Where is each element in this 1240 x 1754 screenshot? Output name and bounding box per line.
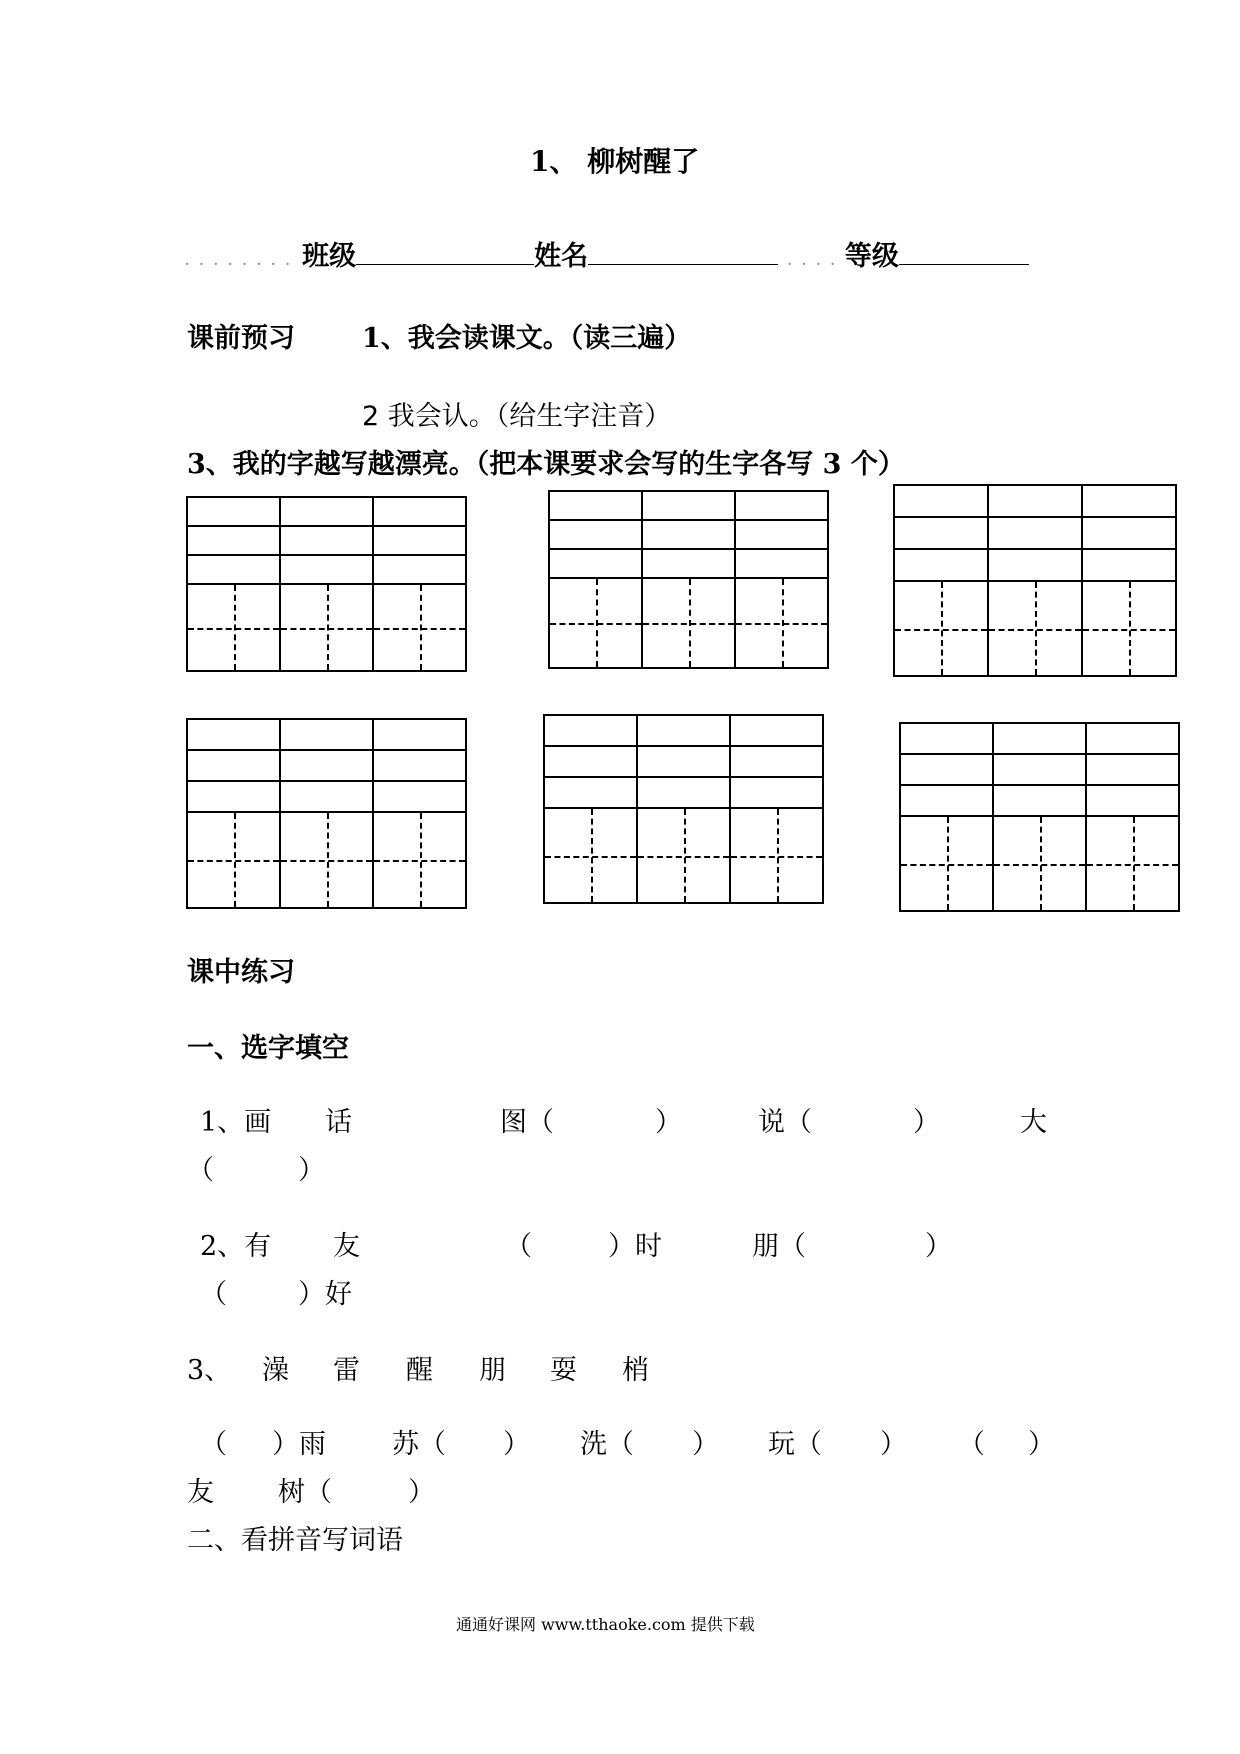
writing-cell[interactable] — [1081, 484, 1177, 677]
writing-grid — [186, 718, 465, 909]
writing-grid — [893, 484, 1175, 677]
pinyin-line — [638, 745, 729, 747]
tianzige-center-vertical — [941, 582, 943, 675]
q1-b-end: ） — [913, 1107, 940, 1138]
q2-c-end: ）好 — [298, 1279, 352, 1310]
tianzige-center-vertical — [1133, 817, 1135, 910]
writing-cell[interactable] — [186, 496, 281, 672]
tianzige-center-vertical — [947, 817, 949, 910]
pinyin-line — [1083, 516, 1175, 518]
q2-c: （ — [200, 1279, 227, 1310]
pinyin-line — [1083, 548, 1175, 550]
preview-item-2: 2 我会认。（给生字注音） — [362, 401, 672, 432]
q2-label: 2、有 — [200, 1231, 272, 1262]
tianzige-center-vertical — [684, 809, 686, 902]
q3-char: 雷 — [333, 1355, 360, 1386]
pinyin-line — [731, 776, 822, 778]
pinyin-line — [643, 548, 734, 550]
q3-line2-b-end: ） — [408, 1477, 435, 1508]
writing-cell[interactable] — [548, 490, 643, 669]
writing-cell[interactable] — [893, 484, 989, 677]
q3-line2-b: 树（ — [278, 1477, 332, 1508]
pinyin-line — [188, 554, 279, 556]
q2-b: 朋（ — [752, 1231, 806, 1262]
page-title: 1、 柳树醒了 — [530, 145, 700, 178]
pinyin-line — [994, 753, 1085, 755]
q1-a: 图（ — [500, 1107, 554, 1138]
class-label: 班级 — [302, 241, 357, 272]
q3-blank-post: ） — [503, 1429, 530, 1460]
pinyin-line — [281, 525, 372, 527]
q3-char: 耍 — [550, 1355, 577, 1386]
pinyin-line — [374, 525, 465, 527]
pinyin-line — [550, 548, 641, 550]
pinyin-line — [638, 776, 729, 778]
tianzige-center-vertical — [591, 809, 593, 902]
preview-item-3: 3、我的字越写越漂亮。（把本课要求会写的生字各写 3 个） — [187, 449, 905, 480]
q1-c-next-end: ） — [298, 1155, 325, 1186]
q3-blank-pre: （ — [200, 1429, 227, 1460]
writing-cell[interactable] — [992, 722, 1087, 912]
name-field[interactable] — [588, 238, 778, 265]
q3-blank-pre: （ — [958, 1429, 985, 1460]
info-line: . . . . . . . . 班级 姓名 . . . . 等级 — [185, 234, 1029, 273]
pinyin-line — [731, 745, 822, 747]
pinyin-line — [736, 548, 827, 550]
pinyin-line — [989, 516, 1081, 518]
practice-heading: 课中练习 — [187, 957, 295, 988]
writing-grid — [186, 496, 465, 672]
q3-char: 朋 — [479, 1355, 506, 1386]
footer-text: 通通好课网 www.tthaoke.com 提供下载 — [456, 1615, 755, 1634]
pinyin-line — [994, 784, 1085, 786]
pinyin-line — [901, 784, 992, 786]
tianzige-center-vertical — [782, 579, 784, 667]
writing-cell[interactable] — [729, 714, 824, 904]
pinyin-line — [188, 749, 279, 751]
q2-a: （ — [505, 1231, 532, 1262]
pinyin-line — [374, 780, 465, 782]
writing-cell[interactable] — [372, 718, 467, 909]
preview-item-1: 1、我会读课文。（读三遍） — [362, 323, 692, 354]
q3-blank-pre: 洗（ — [580, 1429, 634, 1460]
pinyin-line — [545, 745, 636, 747]
q3-blank-post: ） — [692, 1429, 719, 1460]
pinyin-line — [374, 749, 465, 751]
writing-cell[interactable] — [734, 490, 829, 669]
pinyin-line — [989, 548, 1081, 550]
q3-blank-pre: 苏（ — [392, 1429, 446, 1460]
q2-word: 友 — [333, 1231, 360, 1262]
writing-cell[interactable] — [987, 484, 1083, 677]
q1-a-end: ） — [655, 1107, 682, 1138]
writing-cell[interactable] — [186, 718, 281, 909]
q1-label: 1、画 — [200, 1107, 272, 1138]
pinyin-line — [188, 780, 279, 782]
writing-grid — [543, 714, 822, 904]
q1-word: 话 — [325, 1107, 352, 1138]
writing-cell[interactable] — [279, 718, 374, 909]
q2-a-end: ）时 — [608, 1231, 662, 1262]
pinyin-line — [281, 749, 372, 751]
q1-b: 说（ — [758, 1107, 812, 1138]
pinyin-line — [188, 525, 279, 527]
tianzige-center-vertical — [1129, 582, 1131, 675]
preview-heading: 课前预习 — [187, 323, 295, 354]
name-label: 姓名 — [534, 241, 589, 272]
writing-cell[interactable] — [636, 714, 731, 904]
pinyin-line — [281, 780, 372, 782]
q3-char: 澡 — [262, 1355, 289, 1386]
q1-c-next: （ — [187, 1155, 214, 1186]
tianzige-center-vertical — [596, 579, 598, 667]
q3-label: 3、 — [187, 1355, 232, 1386]
tianzige-center-vertical — [1040, 817, 1042, 910]
pinyin-line — [895, 516, 987, 518]
tianzige-center-vertical — [420, 585, 422, 670]
writing-cell[interactable] — [899, 722, 994, 912]
grade-label: 等级 — [844, 241, 899, 272]
tianzige-center-vertical — [1035, 582, 1037, 675]
class-field[interactable] — [356, 238, 534, 265]
q3-blank-post: ） — [1028, 1429, 1055, 1460]
writing-cell[interactable] — [543, 714, 638, 904]
tianzige-center-vertical — [420, 813, 422, 907]
tianzige-center-vertical — [689, 579, 691, 667]
writing-cell[interactable] — [372, 496, 467, 672]
q3-char: 醒 — [406, 1355, 433, 1386]
q3-blank-post: ） — [880, 1429, 907, 1460]
q3-blank-pre: 玩（ — [768, 1429, 822, 1460]
pinyin-line — [281, 554, 372, 556]
tianzige-center-vertical — [234, 813, 236, 907]
pinyin-line — [550, 519, 641, 521]
pinyin-line — [895, 548, 987, 550]
writing-cell[interactable] — [279, 496, 374, 672]
writing-cell[interactable] — [641, 490, 736, 669]
q3-line2-a: 友 — [187, 1477, 214, 1508]
q1-c: 大 — [1020, 1107, 1047, 1138]
tianzige-center-vertical — [777, 809, 779, 902]
pinyin-line — [1087, 784, 1178, 786]
tianzige-center-vertical — [234, 585, 236, 670]
pinyin-line — [545, 776, 636, 778]
q2-b-end: ） — [925, 1231, 952, 1262]
pinyin-line — [643, 519, 734, 521]
section-2-heading: 二、看拼音写词语 — [187, 1525, 403, 1556]
section-1-heading: 一、选字填空 — [187, 1033, 349, 1064]
q3-char: 梢 — [622, 1355, 649, 1386]
tianzige-center-vertical — [327, 585, 329, 670]
pinyin-line — [374, 554, 465, 556]
q3-blank-post: ）雨 — [272, 1429, 326, 1460]
grade-field[interactable] — [899, 238, 1029, 265]
tianzige-center-vertical — [327, 813, 329, 907]
pinyin-line — [1087, 753, 1178, 755]
writing-grid — [548, 490, 827, 669]
pinyin-line — [901, 753, 992, 755]
writing-grid — [899, 722, 1178, 912]
writing-cell[interactable] — [1085, 722, 1180, 912]
pinyin-line — [736, 519, 827, 521]
